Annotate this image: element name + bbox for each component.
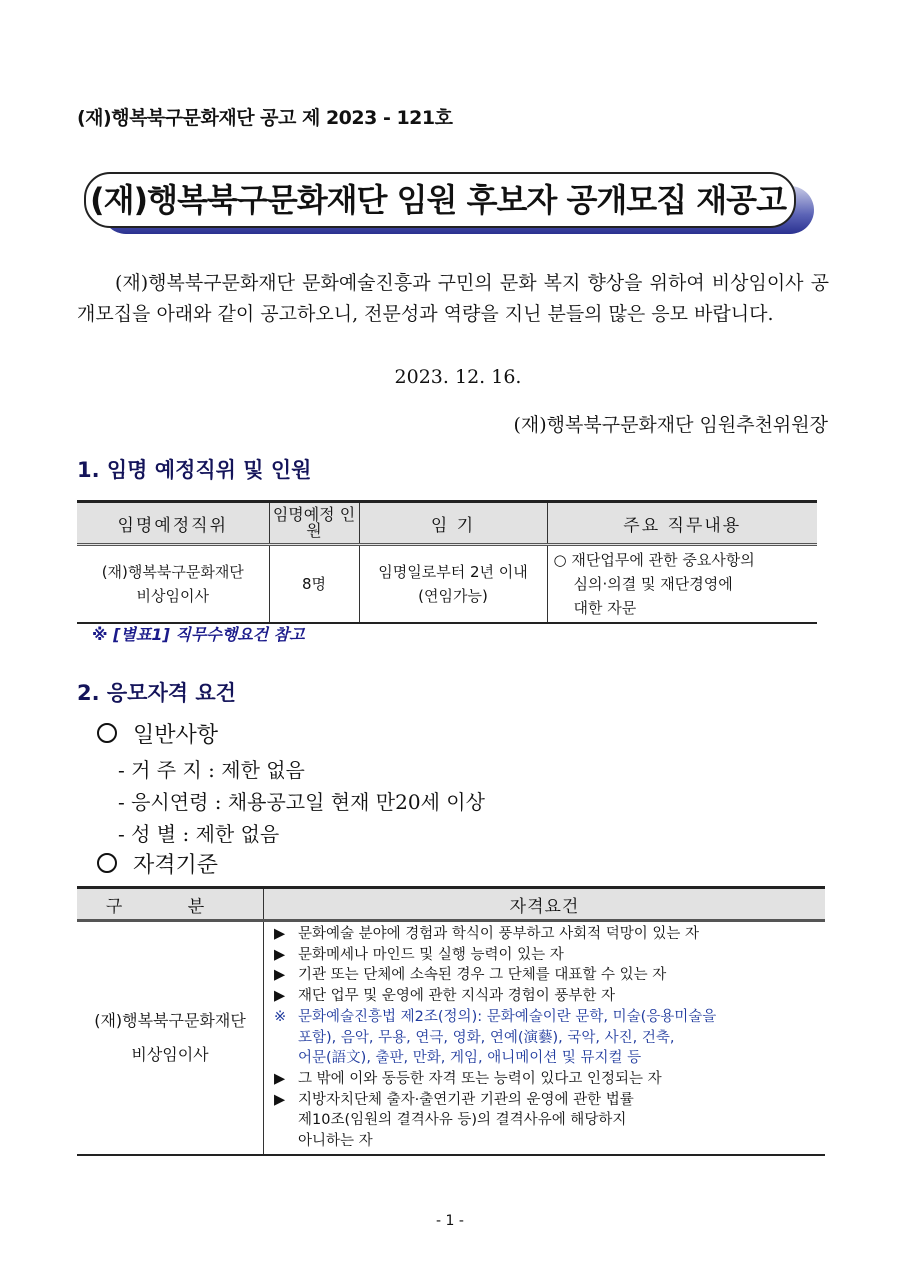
requirement-text: 그 밖에 이와 동등한 자격 또는 능력이 있다고 인정되는 자 bbox=[298, 1070, 662, 1087]
requirement-item: 어문(語文), 출판, 만화, 게임, 애니메이션 및 뮤지컬 등 bbox=[298, 1050, 642, 1067]
general-title-text: 일반사항 bbox=[133, 723, 219, 748]
requirement-item bbox=[274, 945, 821, 966]
requirement-item bbox=[274, 1069, 821, 1090]
section2-heading: 2. 응모자격 요건 bbox=[77, 681, 236, 705]
requirement-text: 문화예술 분야에 경험과 학식이 풍부하고 사회적 덕망이 있는 자 bbox=[298, 926, 700, 942]
requirement-text: 지방자치단체 출자·출연기관 기관의 운영에 관한 법률 bbox=[298, 1091, 634, 1108]
list-item: - 성 별 : 제한 없음 bbox=[118, 822, 280, 846]
note-mark-icon: ※ bbox=[274, 1008, 287, 1025]
page-number: - 1 - bbox=[436, 1213, 464, 1229]
col-header-requirements: 자격요건 bbox=[264, 888, 826, 921]
requirement-item: 포함), 음악, 무용, 연극, 영화, 연예(演藝), 국악, 사진, 건축, bbox=[298, 1029, 675, 1046]
issuer: (재)행복북구문화재단 임원추천위원장 bbox=[513, 414, 828, 436]
requirement-text: 문화예술진흥법 제2조(정의): 문화예술이란 문학, 미술(응용미술을 bbox=[298, 1008, 717, 1025]
col-header-category: 구 분 bbox=[77, 888, 264, 921]
count-cell: 8명 bbox=[269, 545, 359, 624]
requirement-item bbox=[274, 1007, 821, 1028]
reference-note: ※ [별표1] 직무수행요건 참고 bbox=[92, 625, 305, 644]
arrow-icon: ▶ bbox=[274, 1070, 286, 1087]
arrow-icon: ▶ bbox=[274, 967, 286, 984]
criteria-table bbox=[77, 886, 825, 1156]
col-header-count: 임명예정 인 원 bbox=[269, 502, 359, 545]
page-title: (재)행복북구문화재단 임원 후보자 공개모집 재공고 bbox=[90, 181, 786, 219]
duty-line: 심의·의결 및 재단경영에 bbox=[573, 575, 733, 593]
requirement-text: 기관 또는 단체에 소속된 경우 그 단체를 대표할 수 있는 자 bbox=[298, 967, 667, 984]
col-header-duty: 주요 직무내용 bbox=[547, 502, 817, 545]
criteria-title-text: 자격기준 bbox=[133, 853, 219, 878]
term-cell bbox=[359, 545, 547, 624]
announcement-date: 2023. 12. 16. bbox=[394, 366, 522, 388]
col-header-term: 임 기 bbox=[359, 502, 547, 545]
term-line: 임명일로부터 2년 이내 bbox=[378, 563, 528, 581]
requirement-item bbox=[274, 924, 821, 945]
requirement-text: 문화메세나 마인드 및 실행 능력이 있는 자 bbox=[298, 946, 564, 963]
general-title bbox=[97, 718, 218, 749]
circle-bullet-icon bbox=[97, 723, 117, 743]
requirement-item: 제10조(임원의 결격사유 등)의 결격사유에 해당하지 bbox=[298, 1112, 627, 1129]
category-cell bbox=[77, 921, 264, 1155]
arrow-icon: ▶ bbox=[274, 988, 286, 1005]
term-line: (연임가능) bbox=[418, 587, 488, 605]
requirement-text: 재단 업무 및 운영에 관한 지식과 경험이 풍부한 자 bbox=[298, 988, 616, 1005]
circle-bullet-icon bbox=[97, 853, 117, 873]
position-line: (재)행복북구문화재단 bbox=[101, 563, 244, 581]
requirements-cell bbox=[264, 921, 826, 1155]
table-row bbox=[77, 545, 817, 624]
list-item: - 응시연령 : 채용공고일 현재 만20세 이상 bbox=[118, 790, 485, 814]
category-line: 비상임이사 bbox=[131, 1044, 209, 1064]
criteria-title bbox=[97, 848, 218, 879]
arrow-icon: ▶ bbox=[274, 1091, 286, 1108]
position-table bbox=[77, 500, 817, 624]
table-row bbox=[77, 921, 825, 1155]
section1-heading: 1. 임명 예정직위 및 인원 bbox=[77, 458, 312, 482]
title-banner bbox=[84, 172, 816, 236]
col-header-position: 임명예정직위 bbox=[77, 502, 269, 545]
intro-text: (재)행복북구문화재단 문화예술진흥과 구민의 문화 복지 향상을 위하여 비상임이사 공개모집을 아래와 같이 공고하오니, 전문성과 역량을 지닌 분들의 많은 응모 바랍니다. bbox=[77, 272, 829, 325]
arrow-icon: ▶ bbox=[274, 946, 286, 963]
requirement-item bbox=[274, 1090, 821, 1111]
position-cell bbox=[77, 545, 269, 624]
duty-cell bbox=[547, 545, 817, 624]
requirement-item: 아니하는 자 bbox=[298, 1133, 373, 1150]
duty-line: 대한 자문 bbox=[573, 599, 637, 617]
list-item: - 거 주 지 : 제한 없음 bbox=[118, 758, 305, 782]
intro-paragraph bbox=[77, 268, 829, 329]
requirement-item bbox=[274, 965, 821, 986]
duty-line: ○ 재단업무에 관한 중요사항의 bbox=[553, 551, 755, 569]
arrow-icon: ▶ bbox=[274, 926, 286, 942]
category-line: (재)행복북구문화재단 bbox=[94, 1010, 246, 1030]
notice-number: (재)행복북구문화재단 공고 제 2023 - 121호 bbox=[77, 107, 453, 129]
requirement-item bbox=[274, 986, 821, 1007]
position-line: 비상임이사 bbox=[136, 587, 209, 605]
